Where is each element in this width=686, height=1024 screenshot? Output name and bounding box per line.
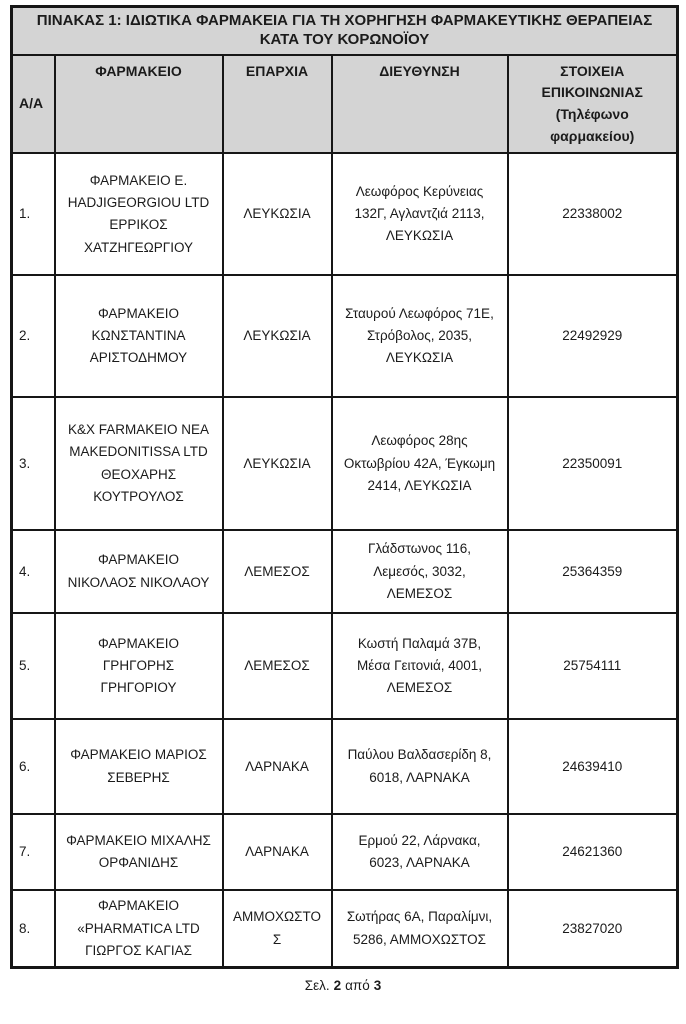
- phone-number: 22492929: [508, 275, 678, 397]
- table-row: [12, 530, 678, 613]
- table-row: [12, 814, 678, 890]
- address: Λεωφόρος Κερύνειας 132Γ, Αγλαντζιά 2113, ΛΕΥΚΩΣΙΑ: [332, 153, 508, 275]
- phone-number: 24639410: [508, 719, 678, 814]
- page-footer-total: 3: [373, 978, 382, 993]
- row-number: 1.: [12, 153, 55, 275]
- table-row: [12, 153, 678, 275]
- table-header-row: [12, 55, 678, 154]
- address: Ερμού 22, Λάρνακα, 6023, ΛΑΡΝΑΚΑ: [332, 814, 508, 890]
- pharmacy-name: ΦΑΡΜΑΚΕΙΟ ΝΙΚΟΛΑΟΣ ΝΙΚΟΛΑΟΥ: [55, 530, 223, 613]
- phone-number: 22350091: [508, 397, 678, 530]
- pharmacy-name: ΦΑΡΜΑΚΕΙΟ Ε. HADJIGEORGIOU LTD ΕΡΡΙΚΟΣ ΧΑΤΖΗΓΕΩΡΓΙΟΥ: [55, 153, 223, 275]
- district: ΛΕΥΚΩΣΙΑ: [223, 397, 332, 530]
- col-header-pharmacy: ΦΑΡΜΑΚΕΙΟ: [55, 55, 223, 154]
- district: ΛΑΡΝΑΚΑ: [223, 719, 332, 814]
- phone-number: 25754111: [508, 613, 678, 719]
- phone-number: 22338002: [508, 153, 678, 275]
- address: Σωτήρας 6Α, Παραλίμνι, 5286, ΑΜΜΟΧΩΣΤΟΣ: [332, 890, 508, 967]
- address: Σταυρού Λεωφόρος 71Ε, Στρόβολος, 2035, ΛΕΥΚΩΣΙΑ: [332, 275, 508, 397]
- pharmacy-table: [10, 5, 679, 969]
- row-number: 8.: [12, 890, 55, 967]
- page-footer-label: Σελ.: [304, 978, 330, 993]
- pharmacy-name: ΦΑΡΜΑΚΕΙΟ ΚΩΝΣΤΑΝΤΙΝΑ ΑΡΙΣΤΟΔΗΜΟΥ: [55, 275, 223, 397]
- table-row: [12, 397, 678, 530]
- page-footer-current: 2: [333, 978, 342, 993]
- address: Παύλου Βαλδασερίδη 8, 6018, ΛΑΡΝΑΚΑ: [332, 719, 508, 814]
- row-number: 6.: [12, 719, 55, 814]
- table-title-row: [12, 7, 678, 55]
- district: ΑΜΜΟΧΩΣΤΟΣ: [223, 890, 332, 967]
- address: Λεωφόρος 28ης Οκτωβρίου 42Α, Έγκωμη 2414, ΛΕΥΚΩΣΙΑ: [332, 397, 508, 530]
- row-number: 2.: [12, 275, 55, 397]
- table-row: [12, 275, 678, 397]
- row-number: 5.: [12, 613, 55, 719]
- district: ΛΕΥΚΩΣΙΑ: [223, 275, 332, 397]
- col-header-district: ΕΠΑΡΧΙΑ: [223, 55, 332, 154]
- table-row: [12, 890, 678, 967]
- pharmacy-name: ΦΑΡΜΑΚΕΙΟ ΜΙΧΑΛΗΣ ΟΡΦΑΝΙΔΗΣ: [55, 814, 223, 890]
- pharmacy-name: ΦΑΡΜΑΚΕΙΟ «PHARMATICA LTD ΓΙΩΡΓΟΣ ΚΑΓΙΑΣ: [55, 890, 223, 967]
- district: ΛΕΜΕΣΟΣ: [223, 613, 332, 719]
- phone-number: 24621360: [508, 814, 678, 890]
- address: Κωστή Παλαμά 37Β, Μέσα Γειτονιά, 4001, ΛΕΜΕΣΟΣ: [332, 613, 508, 719]
- phone-number: 23827020: [508, 890, 678, 967]
- district: ΛΕΜΕΣΟΣ: [223, 530, 332, 613]
- row-number: 7.: [12, 814, 55, 890]
- row-number: 4.: [12, 530, 55, 613]
- phone-number: 25364359: [508, 530, 678, 613]
- address: Γλάδστωνος 116, Λεμεσός, 3032, ΛΕΜΕΣΟΣ: [332, 530, 508, 613]
- pharmacy-name: K&X FARMAKEIO ΝΕΑ MAKEDONITISSA LTD ΘΕΟΧΑΡΗΣ ΚΟΥΤΡΟΥΛΟΣ: [55, 397, 223, 530]
- table-title: ΠΙΝΑΚΑΣ 1: ΙΔΙΩΤΙΚΑ ΦΑΡΜΑΚΕΙΑ ΓΙΑ ΤΗ ΧΟΡΗΓΗΣΗ ΦΑΡΜΑΚΕΥΤΙΚΗΣ ΘΕΡΑΠΕΙΑΣ ΚΑΤΑ ΤΟΥ ΚΟΡΩΝΟΪΟΥ: [12, 7, 678, 55]
- pharmacy-name: ΦΑΡΜΑΚΕΙΟ ΓΡΗΓΟΡΗΣ ΓΡΗΓΟΡΙΟΥ: [55, 613, 223, 719]
- row-number: 3.: [12, 397, 55, 530]
- pharmacy-name: ΦΑΡΜΑΚΕΙΟ ΜΑΡΙΟΣ ΣΕΒΕΡΗΣ: [55, 719, 223, 814]
- page-footer-of: από: [345, 978, 370, 993]
- page-footer: [0, 978, 686, 993]
- col-header-address: ΔΙΕΥΘΥΝΣΗ: [332, 55, 508, 154]
- district: ΛΑΡΝΑΚΑ: [223, 814, 332, 890]
- col-header-aa: Α/Α: [12, 55, 55, 154]
- table-row: [12, 719, 678, 814]
- table-row: [12, 613, 678, 719]
- district: ΛΕΥΚΩΣΙΑ: [223, 153, 332, 275]
- col-header-contact: ΣΤΟΙΧΕΙΑ ΕΠΙΚΟΙΝΩΝΙΑΣ (Τηλέφωνο φαρμακείου): [508, 55, 678, 154]
